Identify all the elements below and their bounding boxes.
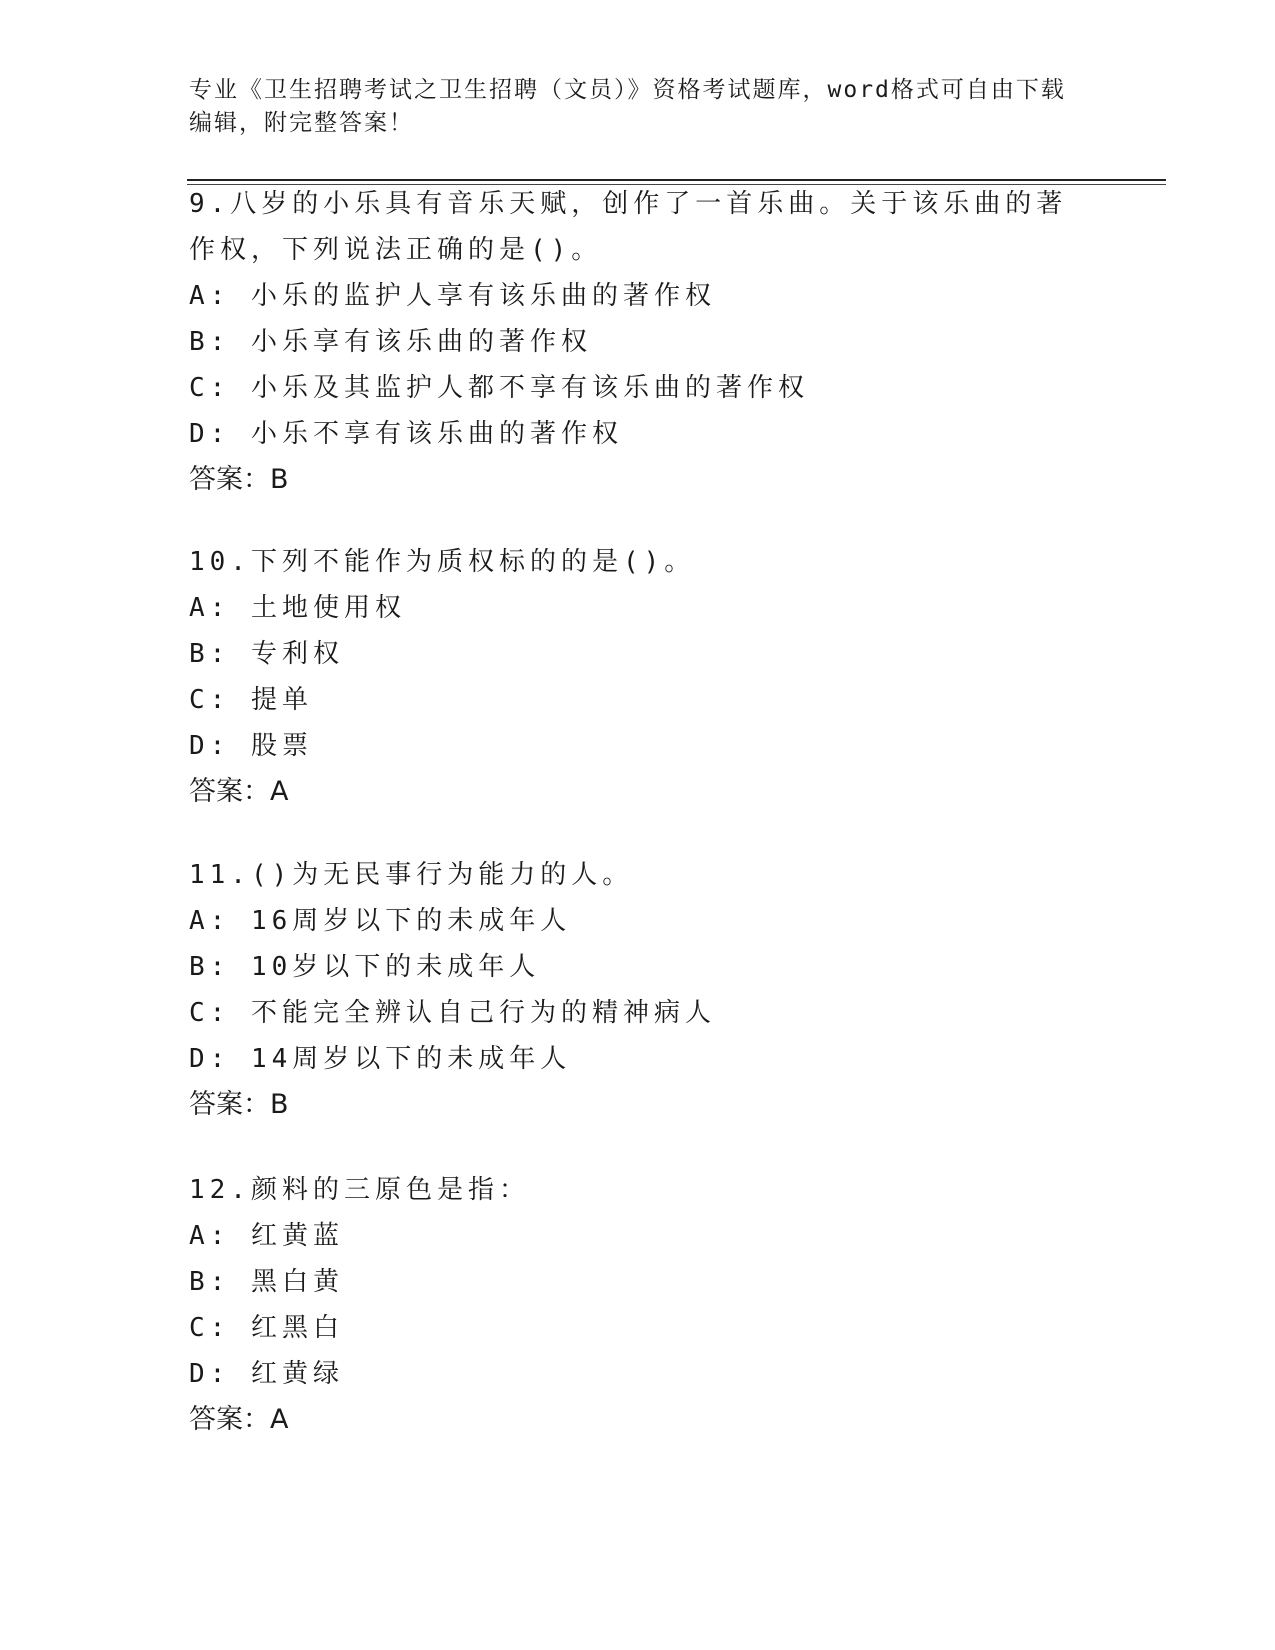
document-header: 专业《卫生招聘考试之卫生招聘（文员）》资格考试题库，word格式可自由下载编辑，附完整答案！ — [189, 77, 1066, 136]
option-c: C: 小乐及其监护人都不享有该乐曲的著作权 — [189, 373, 809, 403]
question-block — [189, 852, 1089, 1128]
question-block — [189, 1167, 1089, 1443]
option-a: A: 红黄蓝 — [189, 1221, 344, 1251]
option-b: B: 10岁以下的未成年人 — [189, 952, 541, 982]
option-b: B: 小乐享有该乐曲的著作权 — [189, 327, 592, 357]
answer: 答案：A — [189, 776, 289, 807]
question-text: 11.()为无民事行为能力的人。 — [189, 860, 634, 890]
answer: 答案：A — [189, 1404, 289, 1435]
answer: 答案：B — [189, 464, 289, 495]
question-text: 12.颜料的三原色是指： — [189, 1175, 530, 1205]
option-b: B: 黑白黄 — [189, 1267, 344, 1297]
question-block — [189, 539, 1089, 815]
option-d: D: 红黄绿 — [189, 1359, 344, 1389]
option-a: A: 土地使用权 — [189, 593, 406, 623]
option-a: A: 小乐的监护人享有该乐曲的著作权 — [189, 281, 716, 311]
question-block — [189, 181, 1089, 503]
option-d: D: 股票 — [189, 731, 313, 761]
answer: 答案：B — [189, 1089, 289, 1120]
option-c: C: 红黑白 — [189, 1313, 344, 1343]
question-text: 9.八岁的小乐具有音乐天赋，创作了一首乐曲。关于该乐曲的著作权，下列说法正确的是()。 — [189, 189, 1068, 265]
question-text: 10.下列不能作为质权标的的是()。 — [189, 547, 696, 577]
option-c: C: 不能完全辨认自己行为的精神病人 — [189, 998, 716, 1028]
option-d: D: 小乐不享有该乐曲的著作权 — [189, 419, 623, 449]
option-b: B: 专利权 — [189, 639, 344, 669]
option-a: A: 16周岁以下的未成年人 — [189, 906, 572, 936]
option-c: C: 提单 — [189, 685, 313, 715]
option-d: D: 14周岁以下的未成年人 — [189, 1044, 572, 1074]
